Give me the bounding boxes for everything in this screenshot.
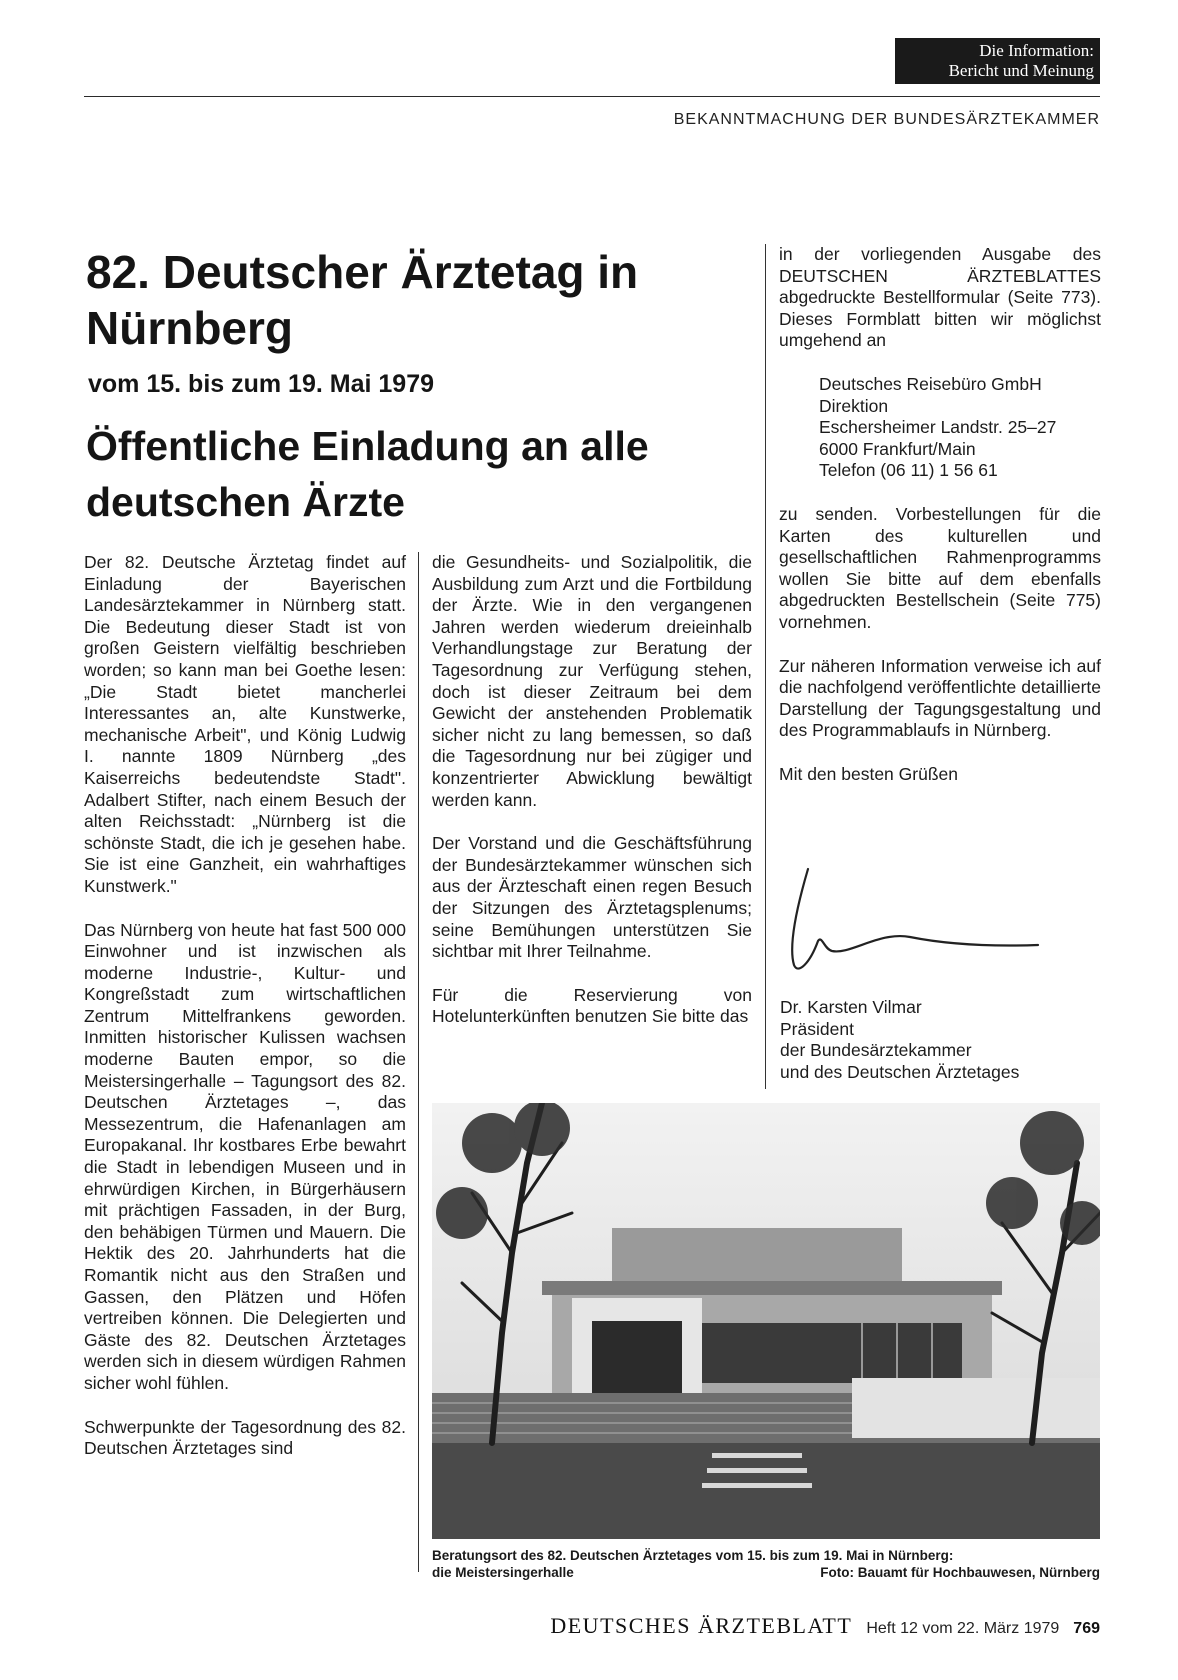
paragraph: in der vorliegenden Ausgabe des DEUTSCHEN ÄRZTEBLATTES abgedruckte Bestellformular (Seite 773). Dieses Formblatt bitten wir möglichst umgehend an [779,244,1101,351]
photo-caption [432,1547,1100,1581]
closing-salutation: Mit den besten Grüßen [779,763,958,784]
magazine-name: DEUTSCHES ÄRZTEBLATT [550,1613,853,1638]
header-rule [84,96,1100,97]
signature [780,865,1040,985]
caption-subject: die Meistersingerhalle [432,1565,574,1580]
address-line: Eschersheimer Landstr. 25–27 [819,417,1057,438]
paragraph: Das Nürnberg von heute hat fast 500 000 Einwohner und ist inzwischen als moderne Industrie-, Kultur- und Kongreßstadt zum wirtschaftlichen Zentrum Mittelfrankens geworden. Inmitten historischer Kulissen wachsen moderne Bauten empor, so die Meistersingerhalle – Tagungsort des 82. Deutschen Ärztetages –, das Messezentrum, die Hafenanlagen am Europakanal. Ihr kostbares Erbe bewahrt die Stadt in lebendigen Museen und in ehrwürdigen Kirchen, in Bürgerhäusern mit prächtigen Fassaden, in der Burg, den behäbigen Türmen und Mauern. Die Hektik des 20. Jahrhunderts hat die Romantik nicht aus den Straßen und Gassen, den Plätzen und Höfen vertreiben können. Die Delegierten und Gäste des 82. Deutschen Ärztetages werden sich in diesem würdigen Rahmen sicher wohl fühlen. [84,919,406,1393]
caption-line: Beratungsort des 82. Deutschen Ärztetages vom 15. bis zum 19. Mai in Nürnberg: [432,1548,954,1563]
photo-credit: Foto: Bauamt für Hochbauwesen, Nürnberg [820,1565,1100,1580]
address-line: Telefon (06 11) 1 56 61 [819,460,998,481]
address-line: Deutsches Reisebüro GmbH [819,373,1042,394]
paragraph: Der Vorstand und die Geschäftsführung der Bundesärztekammer wünschen sich aus der Ärzteschaft einen regen Besuch der Sitzungen des Ärztetagsplenums; seine Bemühungen unterstützen Sie sichtbar mit Ihrer Teilnahme. [432,833,752,962]
page-number: 769 [1073,1620,1100,1637]
signer-org: und des Deutschen Ärztetages [780,1061,1020,1082]
dateline: vom 15. bis zum 19. Mai 1979 [88,370,434,398]
article-column-3 [779,244,1101,785]
column-divider [418,552,419,1572]
signer-block [780,997,1019,1083]
address-block [779,374,1101,482]
address-line: Direktion [819,395,889,416]
address-line: 6000 Frankfurt/Main [819,438,976,459]
section-label-line2: Bericht und Meinung [948,61,1094,80]
paragraph: die Gesundheits- und Sozialpolitik, die Ausbildung zum Arzt und die Fortbildung der Ärzte. Wie in den vergangenen Jahren werden wiederum dreieinhalb Verhandlungstage zur Beratung der Tagesordnung zur Verfügung stehen, doch ist dieser Zeitraum bei dem Gewicht der anstehenden Problematik sicher nicht zu lang bemessen, so daß die Tagesordnung nur bei zügiger und konzentrierter Abwicklung bewältigt werden kann. [432,552,752,810]
signer-org: der Bundesärztekammer [780,1040,972,1061]
kicker: BEKANNTMACHUNG DER BUNDESÄRZTEKAMMER [673,111,1100,128]
paragraph: Der 82. Deutsche Ärztetag findet auf Einladung der Bayerischen Landesärztekammer in Nürnberg statt. Die Bedeutung dieser Stadt ist von großen Geistern vielfältig beschrieben worden; so kann man bei Goethe lesen: „Die Stadt bietet mancherlei Interessantes an, alte Kunstwerke, mechanische Arbeit", und König Ludwig I. nannte 1809 Nürnberg „des Kaiserreichs bedeutendste Stadt". Adalbert Stifter, nach einem Besuch der alten Reichsstadt: „Nürnberg ist die schönste Stadt, die ich je gesehen habe. Sie ist eine Ganzheit, ein wahrhaftiges Kunstwerk." [84,552,406,896]
building-photo [432,1103,1100,1539]
article-column-1 [84,552,406,1460]
section-badge [895,38,1100,84]
paragraph: Für die Reservierung von Hotelunterkünften benutzen Sie bitte das [432,984,752,1027]
paragraph: Schwerpunkte der Tagesordnung des 82. Deutschen Ärztetages sind [84,1416,406,1459]
column-divider [765,244,766,1089]
article-column-2 [432,552,752,1028]
subheadline: Öffentliche Einladung an alle deutschen Ärzte [86,423,649,525]
headline: 82. Deutscher Ärztetag in Nürnberg [86,246,639,354]
signer-title: Präsident [780,1018,854,1039]
signer-name: Dr. Karsten Vilmar [780,997,922,1017]
issue-info: Heft 12 vom 22. März 1979 [866,1620,1060,1637]
section-label-line1: Die Information: [979,41,1094,60]
paragraph: zu senden. Vorbestellungen für die Karten des kulturellen und gesellschaftlichen Rahmenprogramms wollen Sie bitte auf dem ebenfalls abgedruckten Bestellschein (Seite 775) vornehmen. [779,503,1101,632]
page-footer [474,1613,1100,1639]
paragraph: Zur näheren Information verweise ich auf die nachfolgend veröffentlichte detaillierte Darstellung der Tagungsgestaltung und des Programmablaufs in Nürnberg. [779,655,1101,741]
caption-row [432,1564,1100,1581]
